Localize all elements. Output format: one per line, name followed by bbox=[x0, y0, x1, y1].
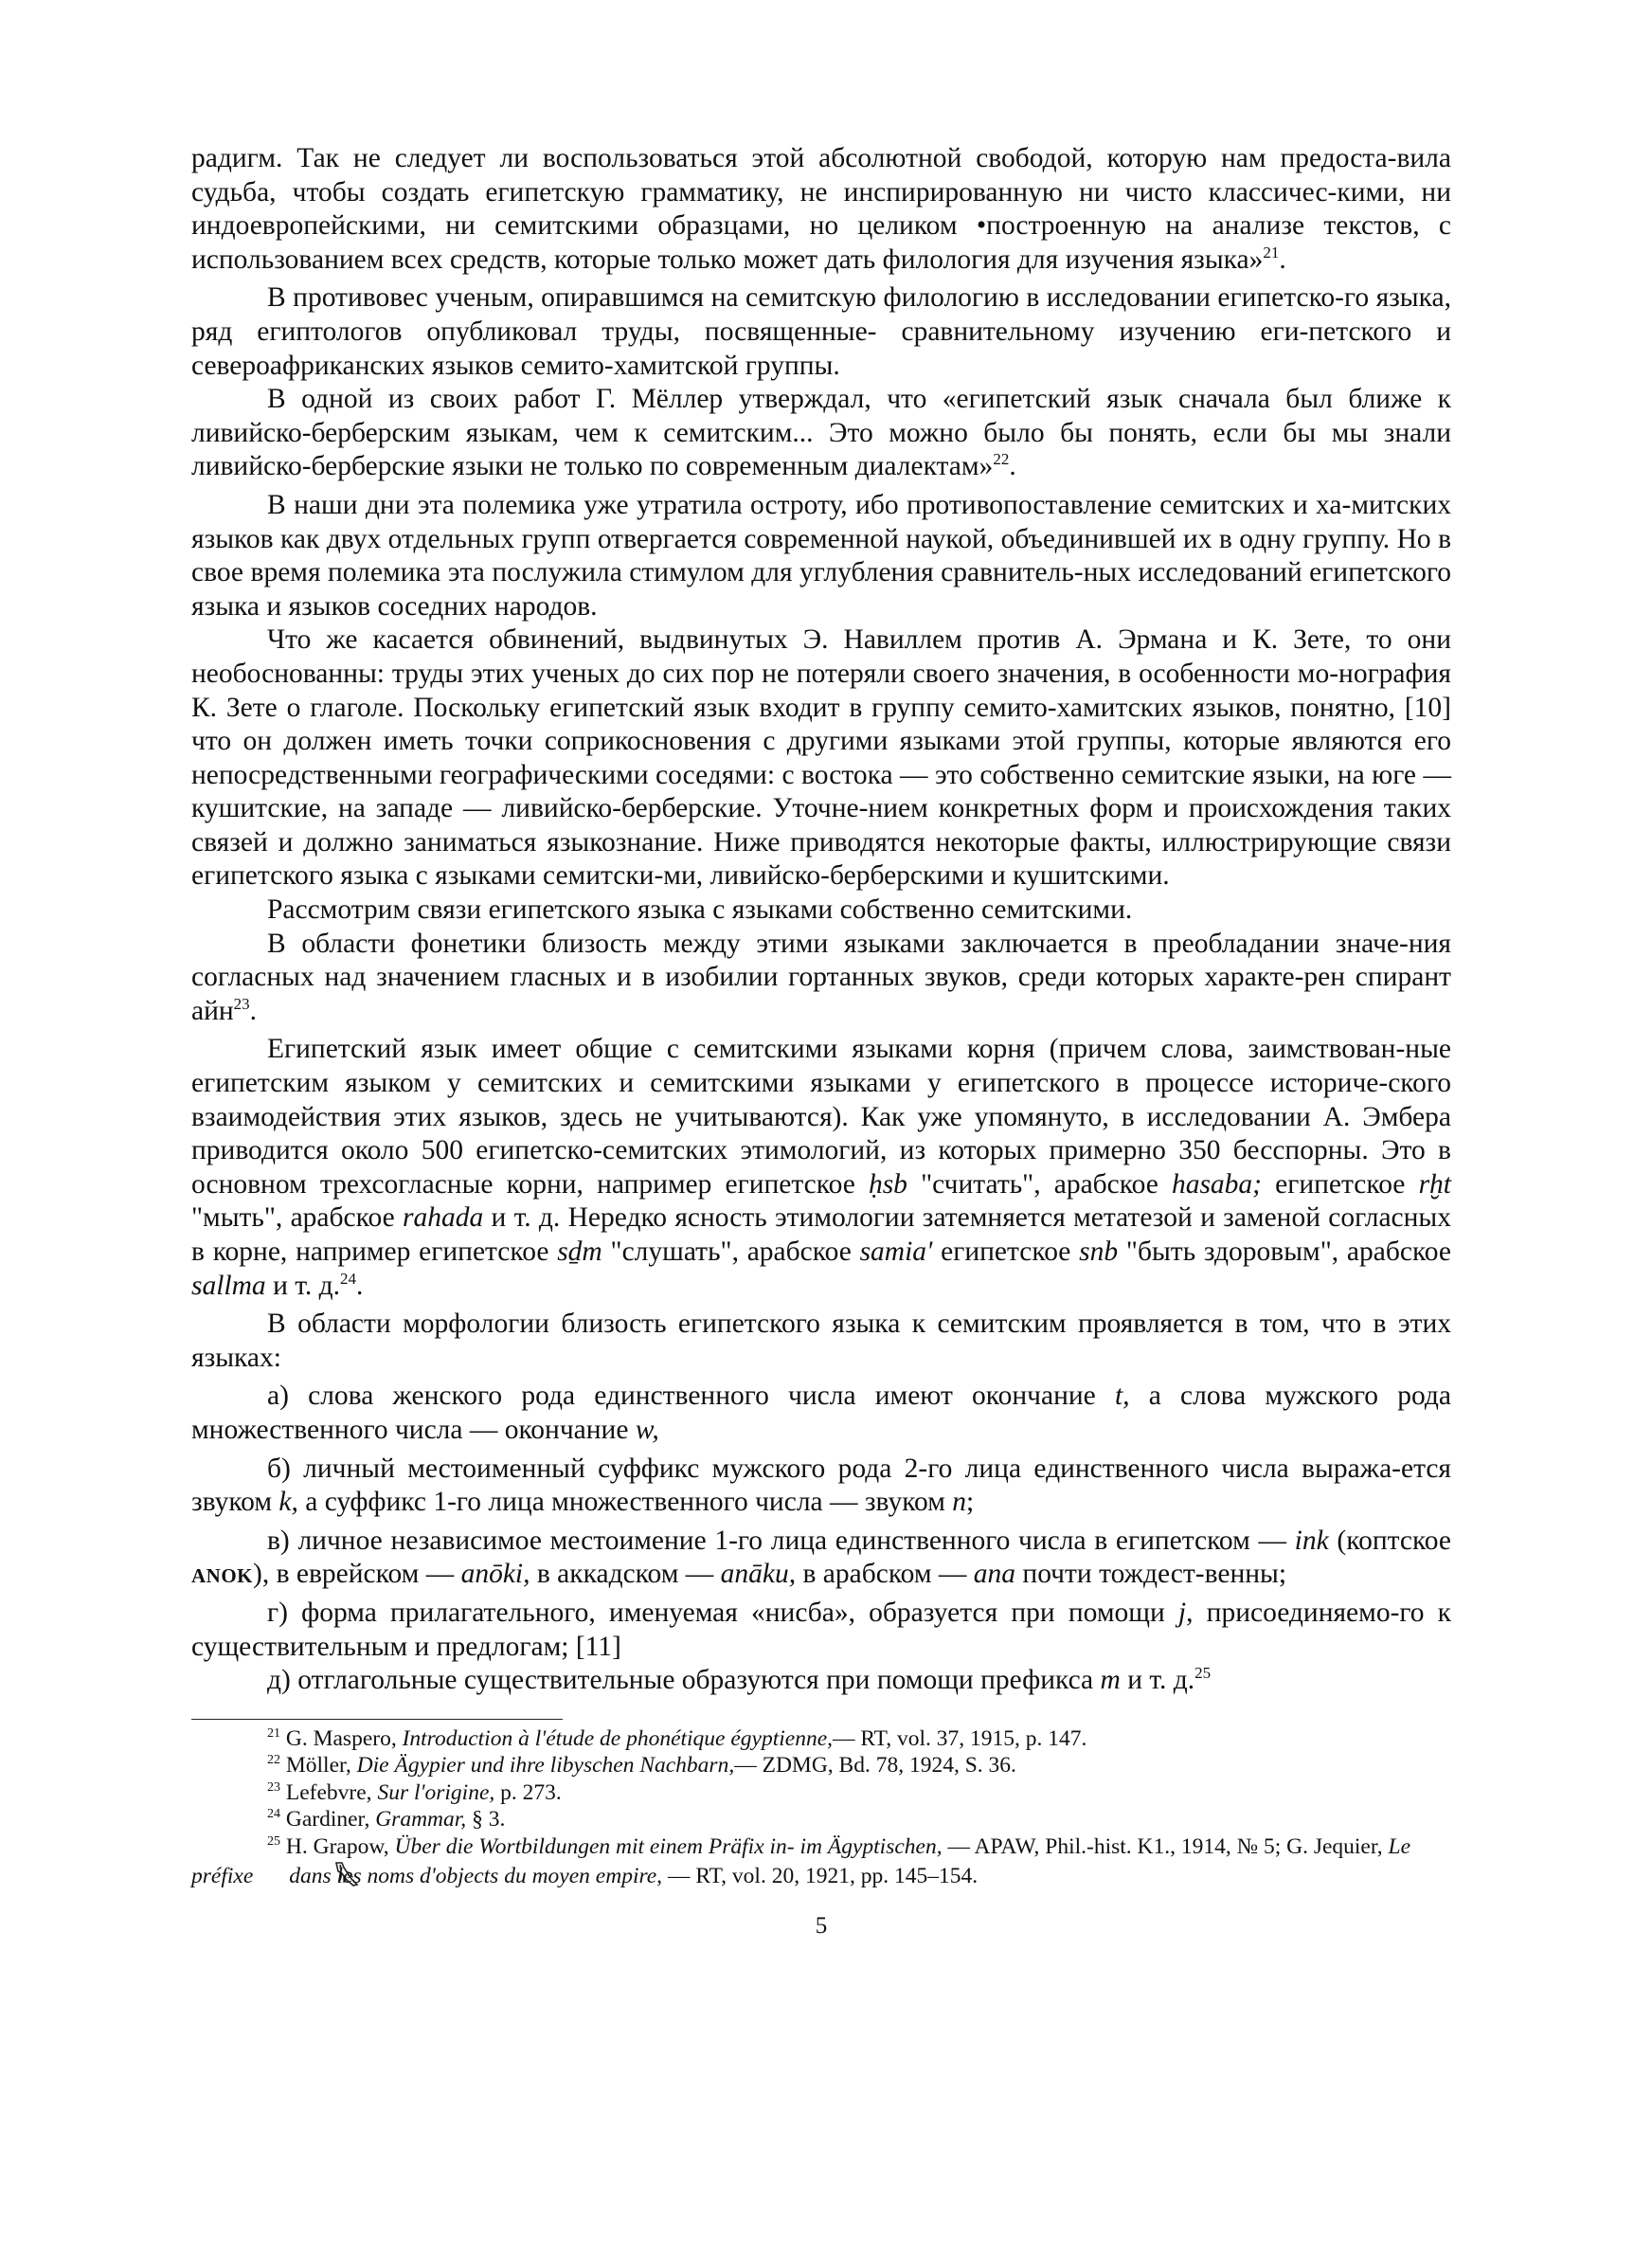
document-page bbox=[191, 142, 1451, 1940]
footnote-ref-22[interactable]: 22 bbox=[993, 450, 1010, 469]
main-text bbox=[191, 142, 1451, 1698]
paragraph-7: В области фонетики близость между этими языками заключается в преобладании значе-ния согласных над значением гласных и в изобилии гортанных звуков, среди которых характе-рен спирант айн$^{23}$. bbox=[191, 928, 1451, 1026]
translit-word: rahada bbox=[402, 1202, 484, 1234]
translit-word: sallma bbox=[191, 1270, 266, 1301]
footnote-divider bbox=[191, 1719, 563, 1720]
page-number: 5 bbox=[815, 1912, 828, 1939]
translit-word: k, bbox=[278, 1487, 298, 1518]
list-item-a: а) слова женского рода единственного числа имеют окончание t, а слова мужского рода множественного числа — окончание w, bbox=[191, 1381, 1451, 1445]
translit-word: anāku, bbox=[720, 1559, 797, 1590]
translit-word: hasaba; bbox=[1171, 1168, 1263, 1200]
translit-word: ana bbox=[973, 1559, 1016, 1590]
paragraph-5: Что же касается обвинений, выдвинутых Э. Навиллем против А. Эрмана и К. Зете, то они необоснованны: труды этих ученых до сих пор не потеряли своего значения, в особенности мо-нография К. Зете о глаголе. Поскольку египетский язык входит в группу семито-хамитских языков, понятно, [10] что он должен иметь точки соприкосновения с другими языками этой группы, которые являются его непосредственными географическими соседями: с востока — это собственно семитские языки, на юге — кушитские, на западе — ливийско-берберские. Уточне-нием конкретных форм и происхождения таких связей и должно заниматься языкознание. Ниже приводятся некоторые факты, иллюстрирующие связи египетского языка с языками семитски-ми, ливийско-берберскими и кушитскими. bbox=[191, 624, 1451, 892]
translit-word: ḥsb bbox=[868, 1168, 907, 1200]
footnote-23: $^{23}$ Lefebvre, Sur l'origine, p. 273. bbox=[267, 1779, 562, 1805]
paragraph-1: радигм. Так не следует ли воспользоваться этой абсолютной свободой, которую нам предоста-вила судьба, чтобы создать египетскую грамматику, не инспирированную ни чисто классичес-кими, ни индоевропейскими, ни семитскими образцами, но целиком •построенную на анализе текстов, с использованием всех средств, которые только может дать филология для изучения языка»$^{21}$. bbox=[191, 143, 1451, 275]
translit-word: samia' bbox=[859, 1237, 933, 1267]
footnote-ref-23[interactable]: 23 bbox=[233, 995, 250, 1014]
translit-word: m bbox=[1100, 1665, 1121, 1696]
paragraph-8: Египетский язык имеет общие с семитскими языками корня (причем слова, заимствован-ные египетским языком у семитских и семитскими языками у египетского в процессе историче-ского взаимодействия этих языков, здесь не учитываются). Как уже упомянуто, в исследовании А. Эмбера приводится около 500 египетско-семитских этимологий, из которых примерно 350 бесспорны. Это в основном трехсогласные корни, например египетское ḥsb "считать", арабское hasaba; египетское rḫt "мыть", арабское rahada и т. д. Нередко ясность этимологии затемняется метатезой и заменой согласных в корне, например египетское sḏm "слушать", арабское samia' египетское snb "быть здоровым", арабское sallma и т. д.$^{24}$. bbox=[191, 1034, 1452, 1301]
translit-word: t, bbox=[1114, 1381, 1130, 1412]
footnote-24: $^{24}$ Gardiner, Grammar, § 3. bbox=[267, 1807, 506, 1833]
footnotes bbox=[191, 1725, 1451, 1890]
translit-word: anōki, bbox=[460, 1559, 530, 1590]
translit-word: ink bbox=[1294, 1525, 1329, 1556]
translit-word: snb bbox=[1079, 1237, 1119, 1267]
translit-word: w, bbox=[635, 1414, 659, 1445]
translit-word: n bbox=[952, 1487, 967, 1518]
coptic-word: anok bbox=[191, 1559, 253, 1590]
translit-word: j bbox=[1177, 1597, 1187, 1628]
list-item-g: г) форма прилагательного, именуемая «нисба», образуется при помощи j, присоединяемо-го к существительным и предлогам; [11] bbox=[191, 1597, 1452, 1662]
footnote-22: $^{22}$ Möller, Die Ägypier und ihre libyschen Nachbarn,— ZDMG, Bd. 78, 1924, S. 36. bbox=[267, 1753, 1016, 1779]
paragraph-2: В противовес ученым, опиравшимся на семитскую филологию в исследовании египетско-го языка, ряд египтологов опубликовал труды, посвященные- сравнительному изучению еги-петского и североафриканских языков семито-хамитской группы. bbox=[191, 282, 1451, 381]
footnote-ref-24[interactable]: 24 bbox=[340, 1269, 357, 1288]
list-item-b: б) личный местоименный суффикс мужского рода 2-го лица единственного числа выража-ется звуком k, а суффикс 1-го лица множественного числа — звуком n; bbox=[191, 1453, 1451, 1518]
footnote-25: $^{25}$ H. Grapow, Über die Wortbildungen mit einem Präfix in- im Ägyptischen, — APAW, Phil.-hist. K1., 1914, № 5; G. Jequier, Le préfixe dans les noms d'objects du moyen empire, — RT, vol. 20, 1921, pp. 145–154. bbox=[191, 1833, 1410, 1889]
footnote-ref-25[interactable]: 25 bbox=[1194, 1664, 1212, 1683]
paragraph-3: В одной из своих работ Г. Мёллер утверждал, что «египетский язык сначала был ближе к ливийско-берберским языкам, чем к семитским... Это можно было бы понять, если бы мы знали ливийско-берберские языки не только по современным диалектам»$^{22}$. bbox=[191, 384, 1451, 482]
hieroglyph-icon bbox=[257, 1860, 285, 1888]
translit-word: sḏm bbox=[557, 1237, 602, 1267]
paragraph-9: В области морфологии близость египетского языка к семитским проявляется в том, что в этих языках: bbox=[191, 1309, 1451, 1373]
list-item-d: д) отглагольные существительные образуются при помощи префикса m и т. д.$^{25}$ bbox=[267, 1664, 1212, 1696]
footnote-21: $^{21}$ G. Maspero, Introduction à l'étude de phonétique égyptienne,— RT, vol. 37, 1915, p. 147. bbox=[267, 1725, 1087, 1751]
footnote-ref-21[interactable]: 21 bbox=[1263, 243, 1280, 262]
translit-word: rḫt bbox=[1418, 1168, 1451, 1200]
paragraph-4: В наши дни эта полемика уже утратила остроту, ибо противопоставление семитских и ха-митских языков как двух отдельных групп отвергается современной наукой, объединившей их в одну группу. Но в свое время полемика эта послужила стимулом для углубления сравнитель-ных исследований египетского языка и языков соседних народов. bbox=[191, 489, 1451, 622]
paragraph-6: Рассмотрим связи египетского языка с языками собственно семитскими. bbox=[267, 894, 1133, 926]
list-item-v: в) личное независимое местоимение 1-го лица единственного числа в египетском — ink (коптское anok), в еврейском — anōki, в аккадском — anāku, в арабском — ana почти тождест-венны; bbox=[191, 1525, 1451, 1590]
